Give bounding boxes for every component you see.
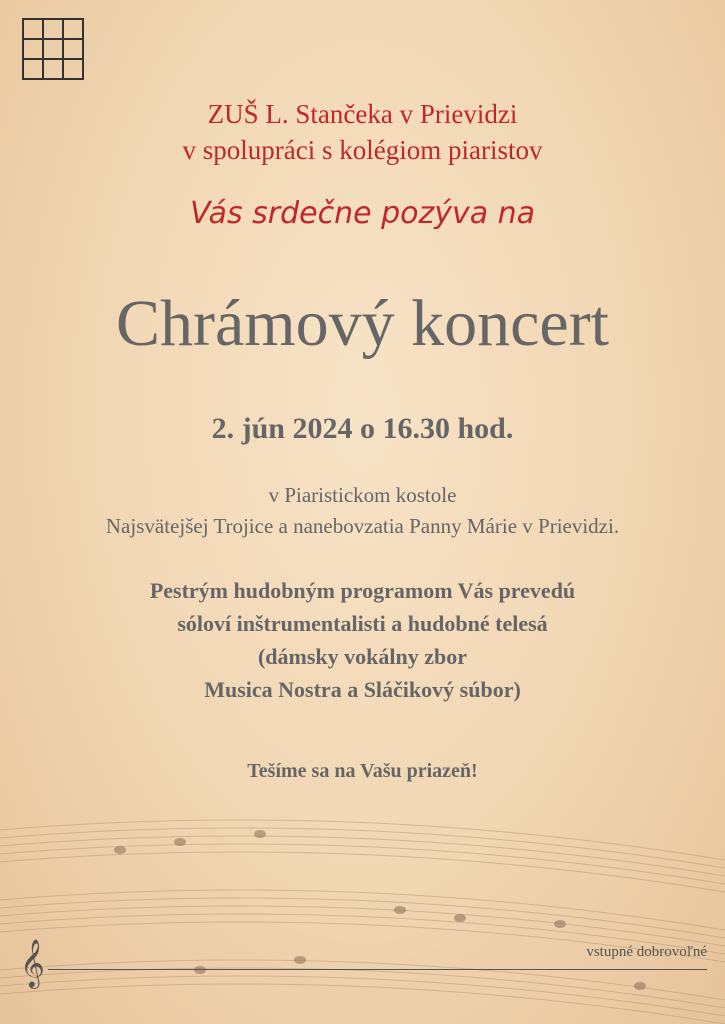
- organizer-block: [0, 96, 725, 168]
- program-line-3: (dámsky vokálny zbor: [257, 644, 468, 669]
- event-date: 2. jún 2024 o 16.30 hod.: [211, 412, 514, 445]
- program-line-4: Musica Nostra a Sláčikový súbor): [204, 677, 521, 702]
- treble-clef-icon: 𝄞: [20, 941, 45, 987]
- program-line-1: Pestrým hudobným programom Vás prevedú: [149, 578, 576, 603]
- program-block: [0, 574, 725, 706]
- venue-block: [0, 480, 725, 542]
- closing-text: Tešíme sa na Vašu priazeň!: [247, 760, 478, 782]
- program-line-2: sóloví inštrumentalisti a hudobné telesá: [177, 611, 548, 636]
- sheet-music-background: [0, 790, 725, 1024]
- school-logo-icon: [22, 18, 84, 80]
- organizer-line-2: v spolupráci s kolégiom piaristov: [182, 135, 543, 165]
- invitation-text: Vás srdečne pozýva na: [189, 196, 536, 231]
- organizer-line-1: ZUŠ L. Stančeka v Prievidzi: [207, 99, 518, 129]
- venue-line-2: Najsvätejšej Trojice a nanebovzatia Panny Márie v Prievidzi.: [105, 514, 620, 538]
- venue-line-1: v Piaristickom kostole: [268, 483, 457, 507]
- event-title: Chrámový koncert: [115, 287, 610, 360]
- entry-note: vstupné dobrovoľné: [586, 944, 707, 960]
- bottom-divider-line: [48, 969, 707, 970]
